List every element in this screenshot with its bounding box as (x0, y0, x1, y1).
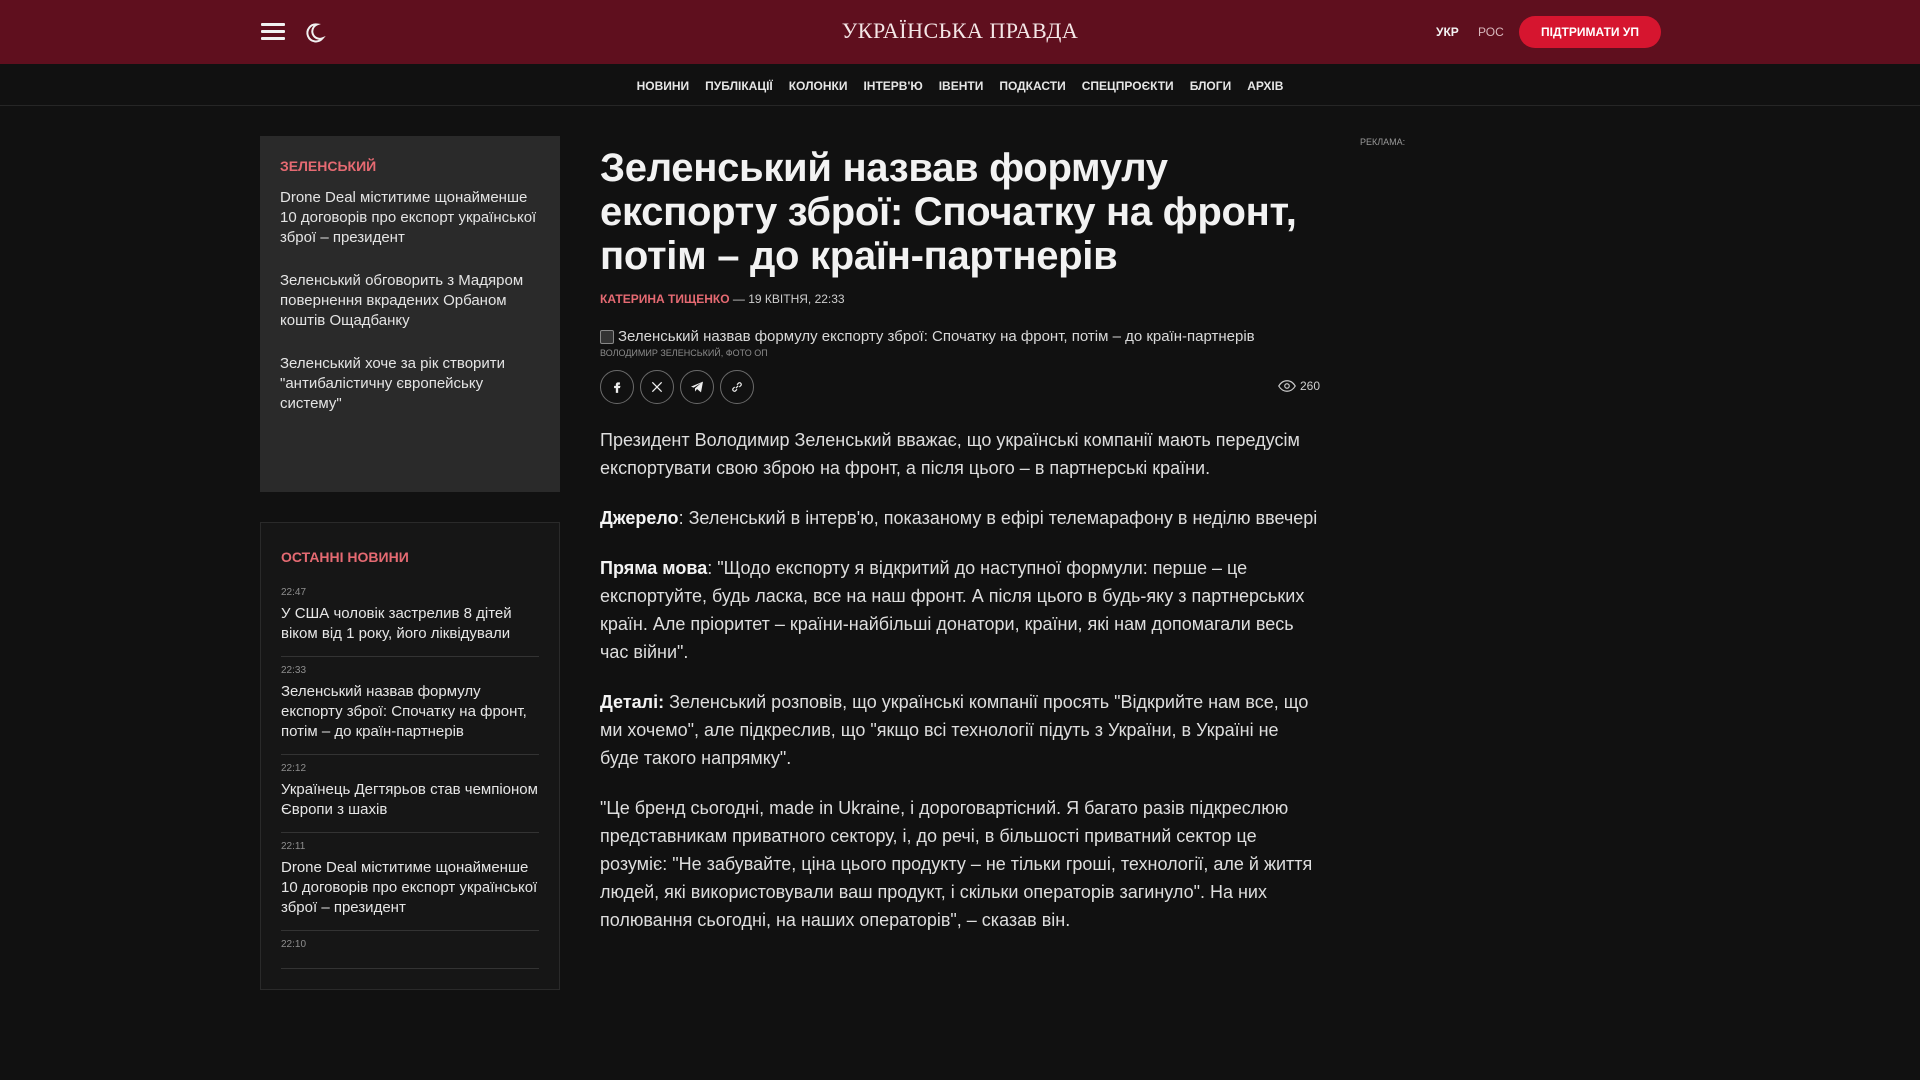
author-link[interactable]: КАТЕРИНА ТИЩЕНКО (600, 292, 730, 306)
nav-item-blogs[interactable]: БЛОГИ (1189, 79, 1232, 93)
nav-item-columns[interactable]: КОЛОНКИ (788, 79, 848, 93)
details-label: Деталі: (600, 692, 665, 712)
latest-news-label[interactable]: ОСТАННІ НОВИНИ (281, 549, 409, 565)
list-item[interactable] (281, 657, 539, 755)
news-title[interactable]: Українець Дегтярьов став чемпіоном Європи з шахів (281, 781, 538, 818)
news-title[interactable]: Зеленський назвав формулу експорту зброї: Спочатку на фронт, потім – до країн-партнерів (281, 683, 527, 740)
share-row (600, 370, 1320, 404)
news-time: 22:47 (281, 587, 307, 598)
lang-ukr-link[interactable]: УКР (1436, 25, 1459, 39)
telegram-share-button[interactable] (680, 370, 714, 404)
nav-item-archive[interactable]: АРХІВ (1247, 79, 1284, 93)
news-time: 22:11 (281, 841, 306, 852)
topic-item[interactable]: Зеленський хоче за рік створити "антибалістичну європейську систему" (280, 355, 506, 412)
lang-ros-link[interactable]: РОС (1478, 25, 1504, 39)
image-alt-text: Зеленський назвав формулу експорту зброї: Спочатку на фронт, потім – до країн-партнерів (618, 328, 1255, 345)
facebook-icon (610, 380, 624, 394)
article-image (600, 328, 1320, 345)
nav-item-news[interactable]: НОВИНИ (636, 79, 690, 93)
ad-label: РЕКЛАМА: (1360, 137, 1406, 147)
list-item[interactable] (281, 833, 539, 931)
quote-text: : "Щодо експорту я відкритий до наступної формули: перше – це експортуйте, будь ласка, все на наш фронт. А після цього в будь-яку з партнерських країн. Але пріоритет – країни-найбільші донатори, країни, які нам допомагали весь час війни". (600, 558, 1305, 662)
nav-item-events[interactable]: ІВЕНТИ (938, 79, 984, 93)
view-count (1278, 379, 1320, 393)
view-count-value: 260 (1299, 379, 1320, 393)
news-time: 22:10 (281, 939, 307, 950)
eye-icon (1278, 380, 1296, 392)
site-logo[interactable]: УКРАЇНСЬКА ПРАВДА (841, 18, 1079, 43)
nav-item-publications[interactable]: ПУБЛІКАЦІЇ (705, 79, 773, 93)
article-paragraph (600, 688, 1320, 772)
topic-label[interactable]: ЗЕЛЕНСЬКИЙ (280, 158, 377, 174)
page-bottom-fade (0, 990, 1920, 1080)
article (600, 146, 1320, 934)
x-share-button[interactable] (640, 370, 674, 404)
article-title: Зеленський назвав формулу експорту зброї: Спочатку на фронт, потім – до країн-партнерів (600, 146, 1297, 278)
list-item[interactable] (281, 579, 539, 657)
image-caption: ВОЛОДИМИР ЗЕЛЕНСЬКИЙ, ФОТО ОП (600, 348, 768, 358)
latest-news-box (260, 522, 560, 990)
article-date: — 19 КВІТНЯ, 22:33 (732, 292, 845, 306)
news-time: 22:33 (281, 665, 307, 676)
facebook-share-button[interactable] (600, 370, 634, 404)
main-nav (0, 64, 1920, 106)
list-item[interactable] (281, 755, 539, 833)
support-button[interactable]: ПІДТРИМАТИ УП (1519, 16, 1661, 48)
topic-box (260, 136, 560, 492)
topic-item[interactable]: Drone Deal міститиме щонайменше 10 договорів про експорт української зброї – президент (280, 189, 537, 246)
article-paragraph: "Це бренд сьогодні, made in Ukraine, і дороговартісний. Я багато разів підкреслюю представникам приватного сектору, і, до речі, в більшості приватний сектор це розуміє: "Не забувайте, ціна цього продукту – не тільки гроші, технології, але й життя людей, які використовували ваш продукт, і скільки операторів загинуло". На них полювання сьогодні, на наших операторів", – сказав він. (600, 798, 1313, 930)
source-label: Джерело (600, 508, 679, 528)
broken-image-icon (600, 330, 614, 344)
list-item[interactable] (281, 931, 539, 969)
source-text: : Зеленський в інтерв'ю, показаному в ефірі телемарафону в неділю ввечері (678, 508, 1318, 528)
article-paragraph (600, 554, 1320, 666)
article-lead: Президент Володимир Зеленський вважає, що українські компанії мають передусім експортувати свою зброю на фронт, а після цього – в партнерські країни. (600, 430, 1300, 478)
article-meta (600, 292, 1320, 306)
nav-item-specprojects[interactable]: СПЕЦПРОЄКТИ (1081, 79, 1174, 93)
news-title[interactable]: Drone Deal міститиме щонайменше 10 договорів про експорт української зброї – президент (281, 859, 538, 916)
news-title[interactable]: У США чоловік застрелив 8 дітей віком від 1 року, його ліквідували (281, 605, 512, 642)
x-icon (650, 380, 664, 394)
nav-item-podcasts[interactable]: ПОДКАСТИ (999, 79, 1066, 93)
details-text: Зеленський розповів, що українські компанії просять "Відкрийте нам все, що ми хочемо", але підкреслив, що "якщо всі технології підуть з України, в Україні не буде такого напрямку". (600, 692, 1309, 768)
nav-item-interviews[interactable]: ІНТЕРВ'Ю (863, 79, 923, 93)
article-paragraph (600, 504, 1320, 532)
quote-label: Пряма мова (600, 558, 708, 578)
topic-item[interactable]: Зеленський обговорить з Мадяром повернення вкрадених Орбаном коштів Ощадбанку (280, 272, 524, 329)
news-time: 22:12 (281, 763, 307, 774)
top-header (0, 0, 1920, 64)
link-icon (730, 380, 744, 394)
copy-link-button[interactable] (720, 370, 754, 404)
telegram-icon (689, 379, 705, 395)
